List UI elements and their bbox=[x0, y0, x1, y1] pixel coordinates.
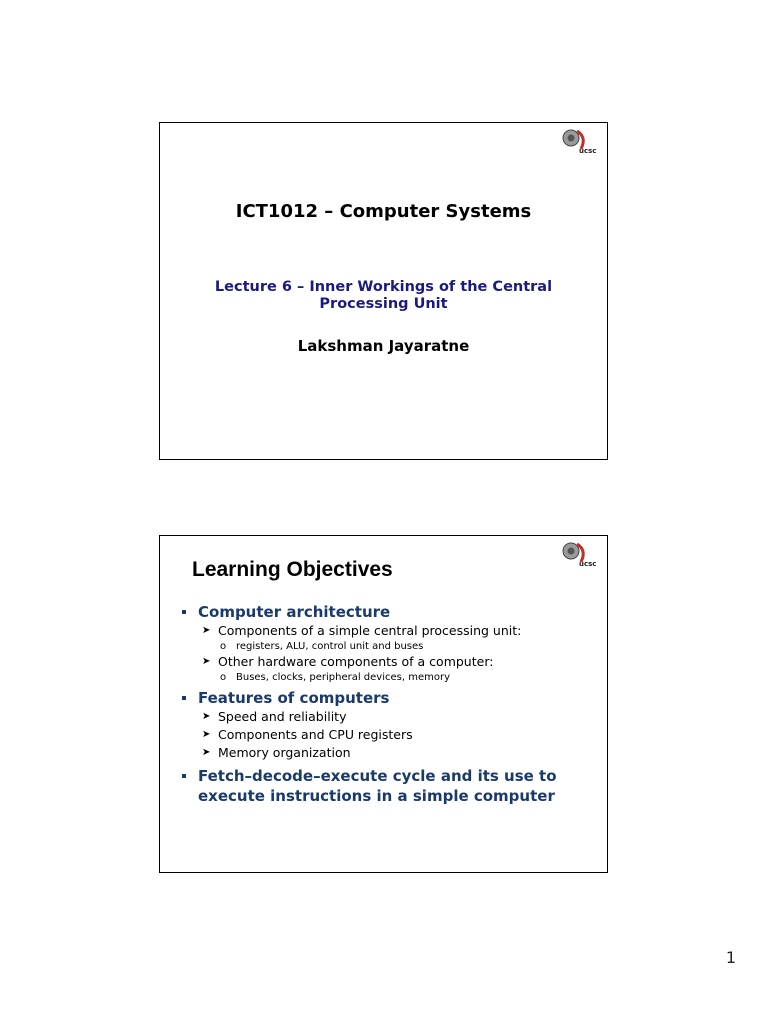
square-bullet-icon bbox=[182, 610, 186, 614]
slide-title: Learning Objectives bbox=[192, 558, 393, 581]
circle-bullet-icon: o bbox=[220, 641, 227, 652]
arrow-bullet-icon: ➤ bbox=[202, 729, 211, 740]
detail-list bbox=[218, 671, 597, 684]
ucsc-logo-icon bbox=[557, 540, 603, 568]
sub-item bbox=[198, 744, 597, 762]
logo-text: ucsc bbox=[579, 560, 597, 568]
sub-list bbox=[198, 708, 597, 762]
arrow-bullet-icon: ➤ bbox=[202, 747, 211, 758]
arrow-bullet-icon: ➤ bbox=[202, 625, 211, 636]
objectives-list bbox=[182, 602, 597, 810]
sub-item-text: Components of a simple central processing unit: bbox=[218, 623, 522, 638]
lecture-subtitle bbox=[180, 279, 587, 313]
arrow-bullet-icon: ➤ bbox=[202, 656, 211, 667]
detail-item bbox=[218, 671, 597, 684]
sub-item bbox=[198, 622, 597, 653]
course-title: ICT1012 – Computer Systems bbox=[235, 201, 532, 222]
circle-bullet-icon: o bbox=[220, 672, 227, 683]
sub-item bbox=[198, 653, 597, 684]
lecture-subtitle-line1: Lecture 6 – Inner Workings of the Central bbox=[214, 279, 553, 295]
sub-item-text: Speed and reliability bbox=[218, 709, 347, 724]
sub-item-text: Memory organization bbox=[218, 745, 351, 760]
logo-text: ucsc bbox=[579, 147, 597, 155]
square-bullet-icon bbox=[182, 774, 186, 778]
detail-list bbox=[218, 640, 597, 653]
detail-text: registers, ALU, control unit and buses bbox=[236, 641, 424, 652]
objective-item bbox=[182, 602, 597, 684]
arrow-bullet-icon: ➤ bbox=[202, 711, 211, 722]
objective-item bbox=[182, 766, 597, 806]
objectives-slide bbox=[159, 535, 608, 873]
objective-text: Computer architecture bbox=[198, 603, 391, 621]
detail-item bbox=[218, 640, 597, 653]
objective-item bbox=[182, 688, 597, 762]
sub-item bbox=[198, 708, 597, 726]
author-name: Lakshman Jayaratne bbox=[297, 337, 470, 355]
objective-text: Features of computers bbox=[198, 689, 390, 707]
ucsc-logo-icon bbox=[557, 127, 603, 155]
lecture-subtitle-line2: Processing Unit bbox=[319, 296, 448, 312]
detail-text: Buses, clocks, peripheral devices, memory bbox=[236, 672, 450, 683]
sub-item-text: Other hardware components of a computer: bbox=[218, 654, 494, 669]
objective-text: Fetch–decode–execute cycle and its use to execute instructions in a simple computer bbox=[198, 767, 557, 805]
sub-item bbox=[198, 726, 597, 744]
sub-item-text: Components and CPU registers bbox=[218, 727, 413, 742]
square-bullet-icon bbox=[182, 696, 186, 700]
sub-list bbox=[198, 622, 597, 684]
title-slide bbox=[159, 122, 608, 460]
page-number: 1 bbox=[725, 948, 736, 967]
